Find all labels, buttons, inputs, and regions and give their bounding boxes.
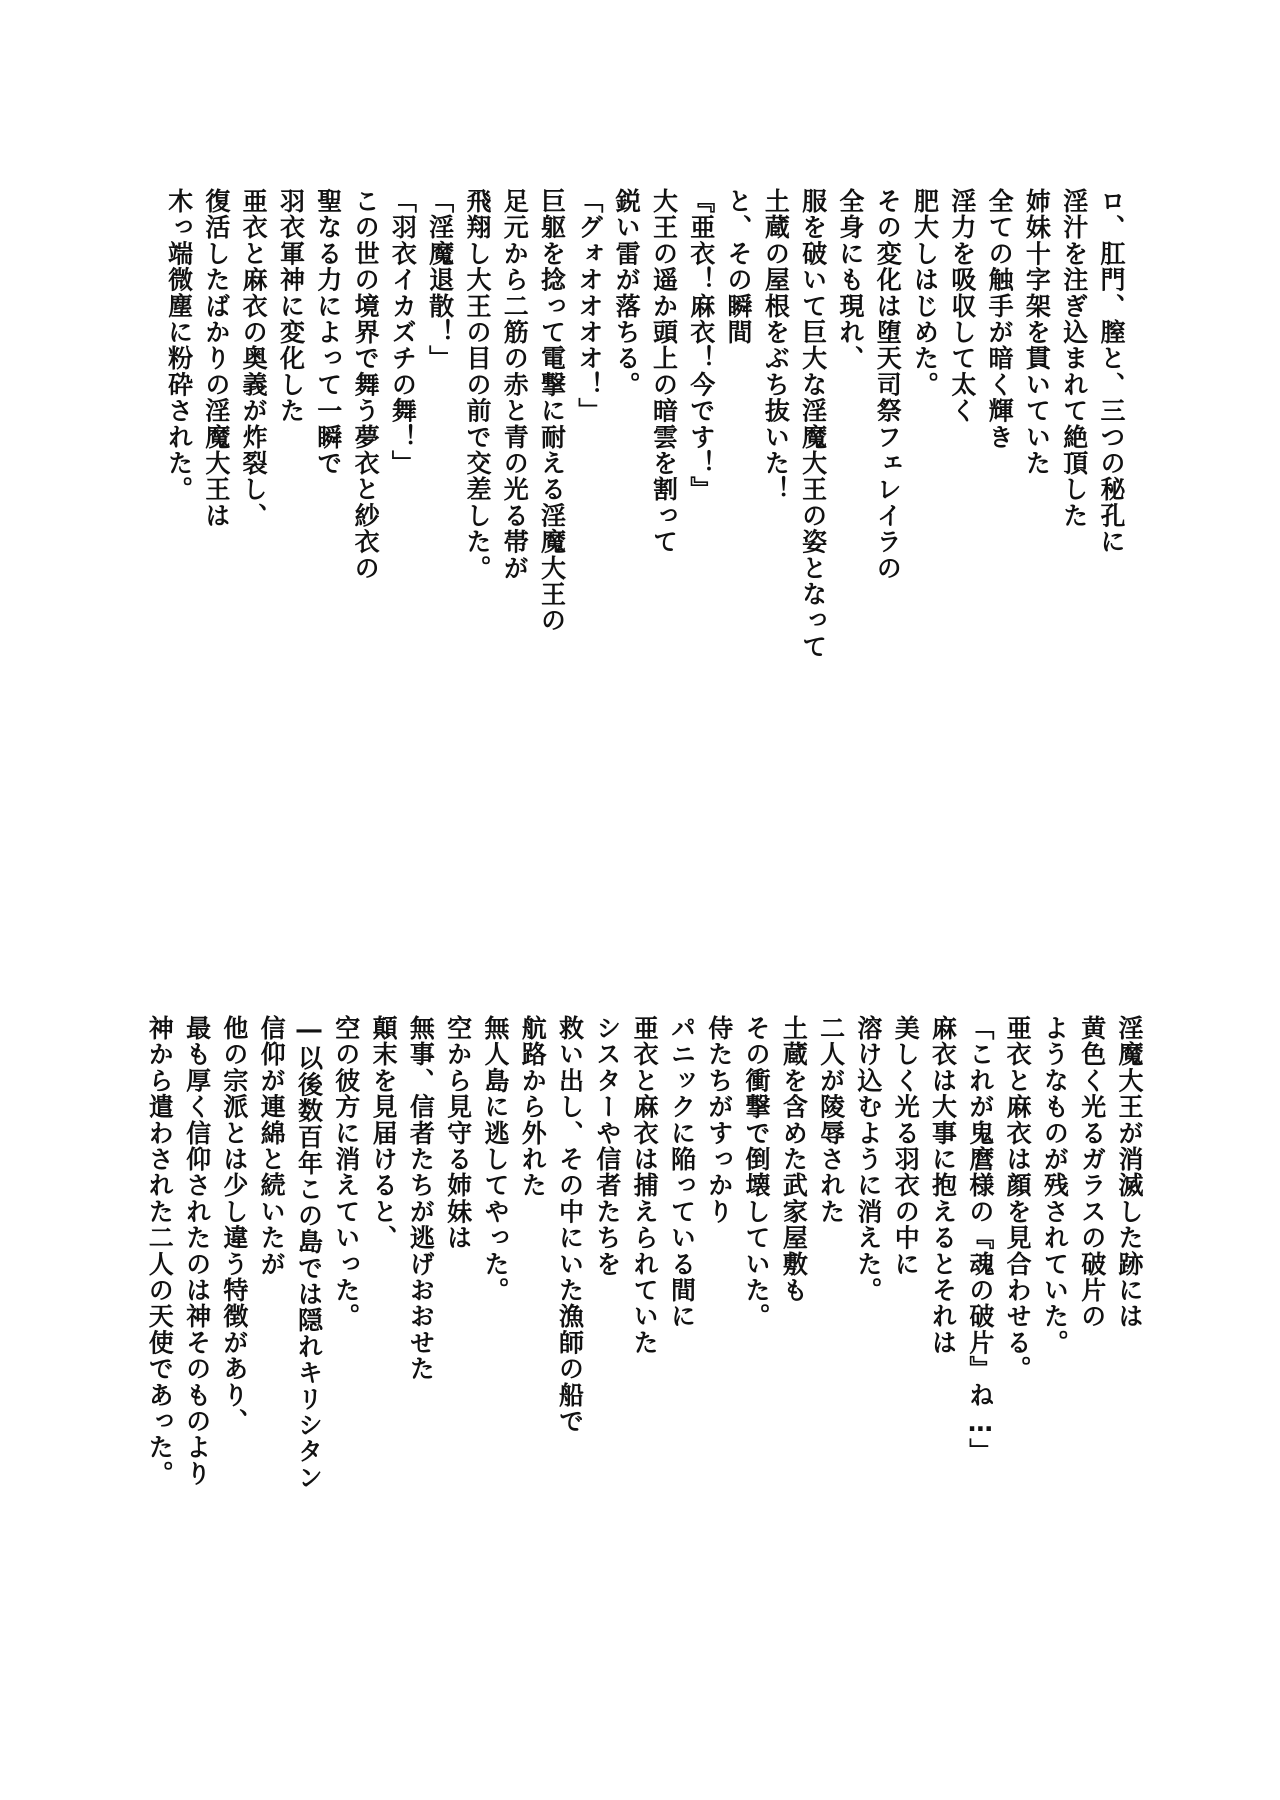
text-line: 麻衣は大事に抱えるとそれは [928,1015,958,1356]
text-line: 復活したばかりの淫魔大王は [201,188,231,529]
lower-narration-block [128,1015,1148,1715]
text-line: 全身にも現れ、 [835,188,865,372]
text-line: 淫魔大王が消滅した跡には [1115,1015,1144,1330]
text-line: 姉妹十字架を貫いていた [1022,188,1052,477]
text-line: 侍たちがすっかり [704,1015,734,1225]
text-line: 救い出し、その中にいた漁師の船で [555,1015,585,1435]
text-line: ようなものが残されていた。 [1040,1015,1070,1356]
text-line: 黄色く光るガラスの破片の [1077,1015,1107,1330]
text-line: と、その瞬間 [724,188,754,346]
text-line: 「これが鬼麿様の『魂の破片』ね…」 [965,1015,995,1465]
text-line: 最も厚く信仰されたのは神そのものより [182,1015,212,1487]
text-line: 溶け込むように消えた。 [853,1015,883,1304]
text-line: 信仰が連綿と続いたが [257,1015,287,1277]
text-line: 大王の遥か頭上の暗雲を割って [649,188,679,555]
text-line: 他の宗派とは少し違う特徴があり、 [219,1015,249,1435]
text-line: 土蔵を含めた武家屋敷も [779,1015,809,1304]
text-line: 服を破いて巨大な淫魔大王の姿となって [798,188,828,660]
text-line: 「グォオオオオ！」 [574,188,604,424]
text-line: 「羽衣イカズチの舞！」 [388,188,418,477]
text-line: ロ、肛門、膣と、三つの秘孔に [1097,188,1126,555]
text-line: 巨躯を捻って電撃に耐える淫魔大王の [537,188,567,634]
text-line: その変化は堕天司祭フェレイラの [873,188,903,581]
text-line: 鋭い雷が落ちる。 [612,188,642,398]
text-line: 航路から外れた [518,1015,548,1199]
text-line: 亜衣と麻衣の奥義が炸裂し、 [239,188,269,529]
text-line: ―以後数百年この島では隠れキリシタン [294,1015,324,1491]
text-line: 聖なる力によって一瞬で [313,188,343,477]
text-line: パニックに陥っている間に [667,1015,697,1330]
text-line: 飛翔し大王の目の前で交差した。 [462,188,492,581]
text-line: 土蔵の屋根をぶち抜いた！ [761,188,791,503]
text-line: 美しく光る羽衣の中に [891,1015,921,1277]
text-line: 亜衣と麻衣は顔を見合わせる。 [1003,1015,1033,1382]
text-line: 神から遣わされた二人の天使であった。 [145,1015,175,1487]
text-line: 木っ端微塵に粉砕された。 [164,188,194,503]
text-line: 全ての触手が暗く輝き [985,188,1015,450]
text-line: シスターや信者たちを [592,1015,622,1277]
text-line: 淫汁を注ぎ込まれて絶頂した [1059,188,1089,529]
text-line: 空の彼方に消えていった。 [331,1015,361,1330]
text-line: 肥大しはじめた。 [910,188,940,398]
text-line: この世の境界で舞う夢衣と紗衣の [351,188,381,581]
text-line: その衝撃で倒壊していた。 [742,1015,772,1330]
text-line: 亜衣と麻衣は捕えられていた [630,1015,660,1356]
text-line: 空から見守る姉妹は [443,1015,473,1251]
text-line: 淫力を吸収して太く [947,188,977,424]
text-line: 無人島に逃してやった。 [480,1015,510,1304]
upper-narration-block [142,188,1130,888]
text-line: 顛末を見届けると、 [369,1015,399,1251]
text-line: 「淫魔退散！」 [425,188,455,372]
text-line: 無事、信者たちが逃げおおせた [406,1015,436,1382]
text-line: 足元から二筋の赤と青の光る帯が [500,188,530,581]
text-line: 二人が陵辱された [816,1015,846,1225]
text-line: 『亜衣！麻衣！今です！』 [686,188,716,503]
text-line: 羽衣軍神に変化した [276,188,306,424]
